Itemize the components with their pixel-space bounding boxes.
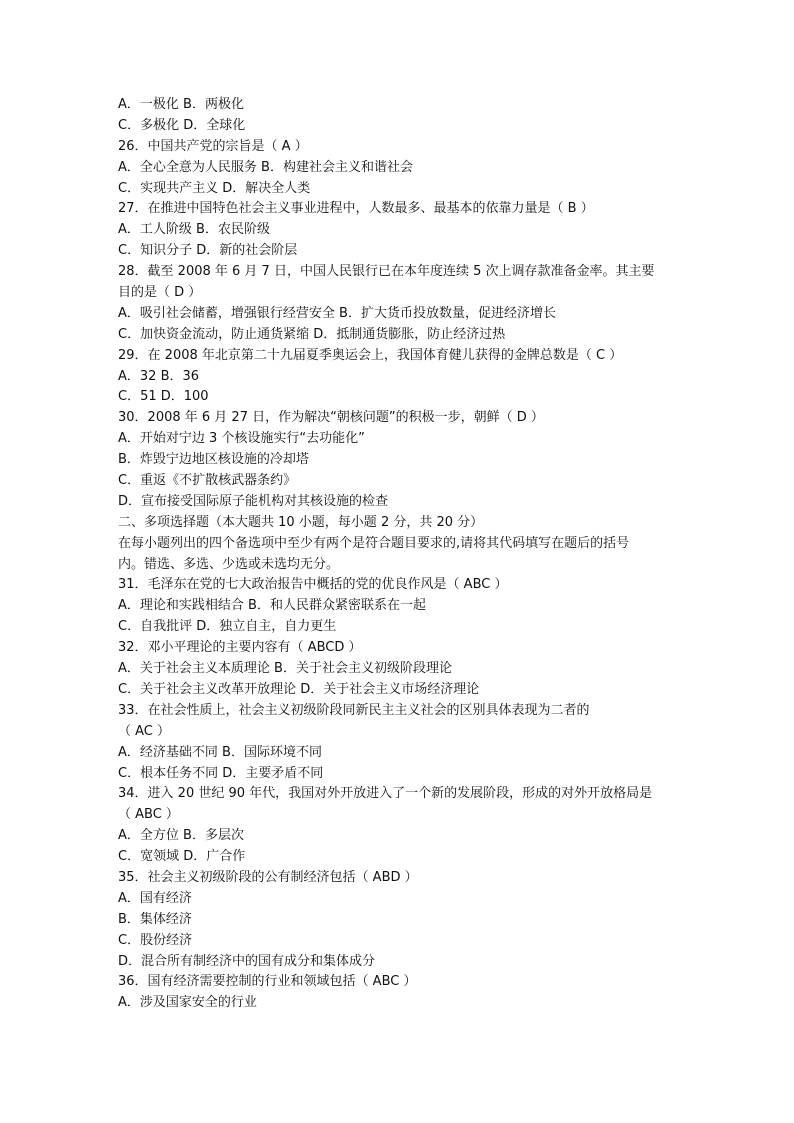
text-line: A．32 B．36 [118, 368, 200, 384]
text-line: C．51 D．100 [118, 389, 209, 405]
text-line: A．开始对宁边 3 个核设施实行“去功能化” [118, 431, 365, 447]
text-line: 在每小题列出的四个备选项中至少有两个是符合题目要求的,请将其代码填写在题后的括号 [118, 535, 630, 551]
text-line: （ AC ） [118, 723, 171, 739]
question-line: 29．在 2008 年北京第二十九届夏季奥运会上，我国体育健儿获得的金牌总数是（ C ） [118, 347, 623, 363]
text-line: A．国有经济 [118, 890, 192, 906]
question-line: 34．进入 20 世纪 90 年代，我国对外开放进入了一个新的发展阶段，形成的对外开放格局是 [118, 786, 653, 802]
text-line: A．工人阶级 B．农民阶级 [118, 222, 270, 238]
text-line: C．重返《不扩散核武器条约》 [118, 473, 297, 489]
question-line: 27．在推进中国特色社会主义事业进程中，人数最多、最基本的依靠力量是（ B ） [118, 201, 594, 217]
text-line: 内。错选、多选、少选或未选均无分。 [118, 556, 340, 572]
text-line: C．加快资金流动，防止通货紧缩 D．抵制通货膨胀，防止经济过热 [118, 326, 506, 342]
document-body [118, 95, 678, 1014]
question-line: 35．社会主义初级阶段的公有制经济包括（ ABD ） [118, 869, 418, 885]
text-line: C．多极化 D．全球化 [118, 117, 246, 133]
question-line: 36．国有经济需要控制的行业和领域包括（ ABC ） [118, 974, 417, 990]
text-line: B．炸毁宁边地区核设施的冷却塔 [118, 452, 309, 468]
text-line: C．知识分子 D．新的社会阶层 [118, 243, 298, 259]
text-line: C．实现共产主义 D．解决全人类 [118, 180, 311, 196]
text-line: C．关于社会主义改革开放理论 D．关于社会主义市场经济理论 [118, 681, 480, 697]
question-line: 30．2008 年 6 月 27 日，作为解决“朝核问题”的积极一步，朝鲜（ D ） [118, 410, 544, 426]
question-line: 32．邓小平理论的主要内容有（ ABCD ） [118, 640, 362, 656]
text-line: C．自我批评 D．独立自主，自力更生 [118, 619, 337, 635]
text-line: A．涉及国家安全的行业 [118, 995, 257, 1011]
text-line: D．宣布接受国际原子能机构对其核设施的检查 [118, 493, 389, 509]
text-line: A．理论和实践相结合 B．和人民群众紧密联系在一起 [118, 598, 426, 614]
text-line: A．吸引社会储蓄，增强银行经营安全 B．扩大货币投放数量，促进经济增长 [118, 305, 556, 321]
question-line: 26．中国共产党的宗旨是（ A ） [118, 138, 308, 154]
question-line: 28．截至 2008 年 6 月 7 日，中国人民银行已在本年度连续 5 次上调存款准备金率。其主要 [118, 264, 655, 280]
question-line: 33．在社会性质上，社会主义初级阶段同新民主主义社会的区别具体表现为二者的 [118, 702, 590, 718]
section-heading: 二、多项选择题（本大题共 10 小题，每小题 2 分，共 20 分） [118, 514, 484, 530]
text-line: 目的是（ D ） [118, 285, 202, 301]
text-line: C．宽领域 D．广合作 [118, 849, 246, 865]
text-line: A．关于社会主义本质理论 B．关于社会主义初级阶段理论 [118, 661, 452, 677]
text-line: B．集体经济 [118, 911, 192, 927]
text-line: （ ABC ） [118, 807, 179, 823]
text-line: A．一极化 B．两极化 [118, 97, 244, 112]
text-line: C．股份经济 [118, 932, 193, 948]
text-line: D．混合所有制经济中的国有成分和集体成分 [118, 953, 376, 969]
text-line: A．全心全意为人民服务 B．构建社会主义和谐社会 [118, 159, 413, 175]
question-line: 31．毛泽东在党的七大政治报告中概括的党的优良作风是（ ABC ） [118, 577, 508, 593]
text-line: A．经济基础不同 B．国际环境不同 [118, 744, 322, 760]
text-line: C．根本任务不同 D．主要矛盾不同 [118, 765, 324, 781]
text-line: A．全方位 B．多层次 [118, 828, 244, 844]
